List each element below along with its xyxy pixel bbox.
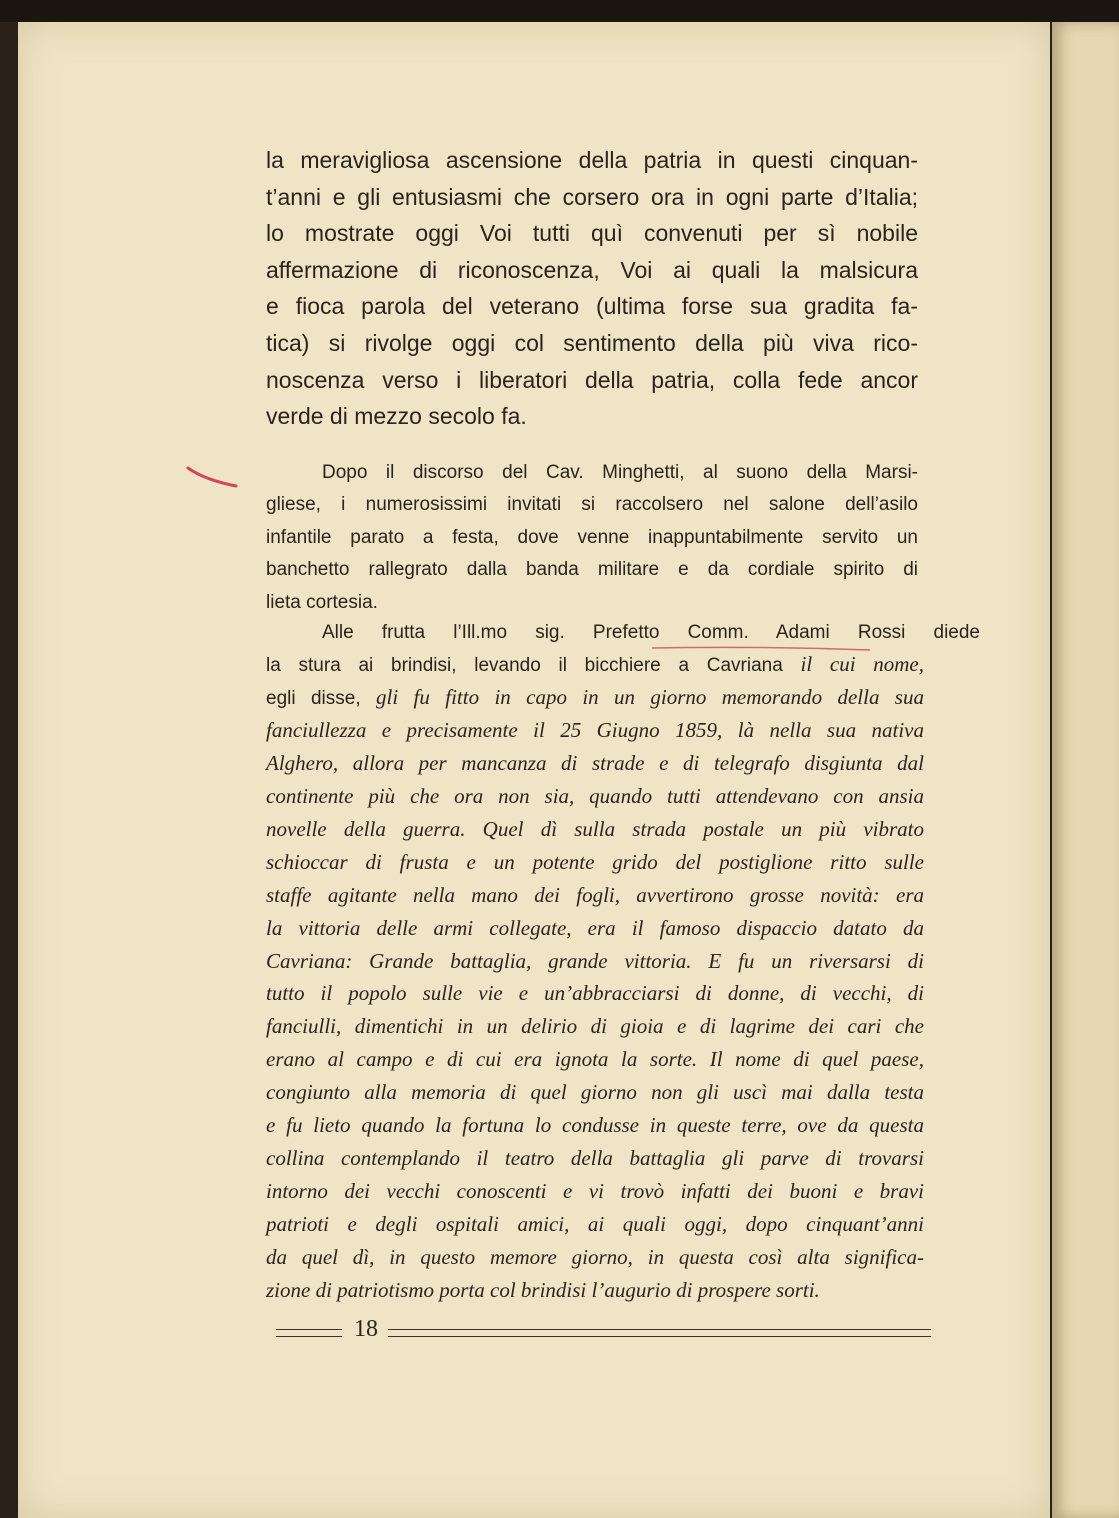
text-line bbox=[266, 814, 924, 847]
italic-text: zione di patriotismo porta col brindisi l’augurio di prospere sorti. bbox=[266, 1278, 820, 1303]
text-line bbox=[266, 1209, 924, 1242]
text-line: lo mostrate oggi Voi tutti quì convenuti per sì nobile bbox=[266, 220, 918, 247]
italic-text: Cavriana: Grande battaglia, grande vittoria. E fu un riversarsi di bbox=[266, 948, 924, 973]
text-line: verde di mezzo secolo fa. bbox=[266, 403, 527, 430]
text-line bbox=[266, 913, 924, 946]
text-line: Dopo il discorso del Cav. Minghetti, al suono della Marsi- bbox=[322, 462, 918, 483]
italic-text: e fu lieto quando la fortuna lo condusse in queste terre, ove da questa bbox=[266, 1113, 924, 1138]
text-line: infantile parato a festa, dove venne inappuntabilmente servito un bbox=[266, 526, 918, 548]
text-line: e fioca parola del veterano (ultima forse sua gradita fa- bbox=[266, 293, 918, 320]
italic-text: congiunto alla memoria di quel giorno non gli uscì mai dalla testa bbox=[266, 1080, 924, 1105]
italic-text: staffe agitante nella mano dei fogli, avvertirono grosse novità: era bbox=[266, 882, 924, 907]
italic-text: fanciullezza e precisamente il 25 Giugno 1859, là nella sua nativa bbox=[266, 717, 924, 742]
italic-text: fanciulli, dimentichi in un delirio di gioia e di lagrime dei cari che bbox=[266, 1014, 924, 1039]
text-line bbox=[266, 781, 924, 814]
text-line bbox=[266, 1110, 924, 1143]
italic-text: il cui nome, bbox=[800, 651, 925, 676]
text-line bbox=[266, 880, 924, 913]
italic-text: tutto il popolo sulle vie e un’abbracciarsi di donne, di vecchi, di bbox=[266, 981, 924, 1006]
text-line bbox=[266, 946, 924, 979]
text-line bbox=[266, 1143, 924, 1176]
italic-text: continente più che ora non sia, quando tutti attendevano con ansia bbox=[266, 783, 924, 808]
text-line: banchetto rallegrato dalla banda militare e da cordiale spirito di bbox=[266, 559, 918, 581]
italic-text: novelle della guerra. Quel dì sulla strada postale un più vibrato bbox=[266, 816, 924, 841]
paragraph-banquet bbox=[266, 457, 918, 619]
italic-text: schioccar di frusta e un potente grido del postiglione ritto sulle bbox=[266, 849, 924, 874]
text-line bbox=[266, 748, 924, 781]
italic-text: da quel dì, in questo memore giorno, in questa così alta significa- bbox=[266, 1245, 924, 1270]
text-line: affermazione di riconoscenza, Voi ai quali la malsicura bbox=[266, 256, 918, 283]
italic-text: patrioti e degli ospitali amici, ai quali oggi, dopo cinquant’anni bbox=[266, 1212, 924, 1237]
paragraph-continuation bbox=[266, 142, 918, 435]
text-line bbox=[266, 715, 924, 748]
text-line: t’anni e gli entusiasmi che corsero ora in ogni parte d’Italia; bbox=[266, 183, 918, 210]
text-line bbox=[266, 617, 980, 649]
text-line bbox=[266, 847, 924, 880]
text-line: la meravigliosa ascensione della patria in questi cinquan- bbox=[266, 147, 918, 173]
roman-text: Alle frutta l’Ill.mo sig. Prefetto Comm. Adami Rossi diede bbox=[322, 622, 980, 643]
footer-rule-left bbox=[276, 1329, 342, 1337]
footer-rule-right bbox=[388, 1329, 931, 1337]
italic-text: collina contemplando il teatro della battaglia gli parve di trovarsi bbox=[266, 1146, 924, 1171]
page-footer bbox=[276, 1316, 931, 1346]
roman-text: la stura ai brindisi, levando il bicchiere a Cavriana bbox=[266, 654, 801, 676]
paragraph-toast bbox=[266, 617, 980, 1308]
text-line: lieta cortesia. bbox=[266, 591, 378, 613]
text-line bbox=[266, 1275, 924, 1308]
text-line bbox=[266, 649, 924, 682]
text-line: tica) si rivolge oggi col sentimento della più viva rico- bbox=[266, 329, 918, 356]
text-line bbox=[266, 978, 924, 1011]
text-line bbox=[266, 1077, 924, 1110]
italic-text: erano al campo e di cui era ignota la sorte. Il nome di quel paese, bbox=[266, 1047, 924, 1072]
italic-text: intorno dei vecchi conoscenti e vi trovò infatti dei buoni e bravi bbox=[266, 1179, 924, 1204]
text-line bbox=[266, 1176, 924, 1209]
text-line: gliese, i numerosissimi invitati si raccolsero nel salone dell’asilo bbox=[266, 494, 918, 516]
text-line bbox=[266, 1011, 924, 1044]
text-line bbox=[266, 1044, 924, 1077]
italic-text: gli fu fitto in capo in un giorno memorando della sua bbox=[376, 684, 924, 709]
italic-text: la vittoria delle armi collegate, era il famoso dispaccio datato da bbox=[266, 915, 924, 940]
red-margin-mark bbox=[188, 468, 236, 486]
text-line: noscenza verso i liberatori della patria, colla fede ancor bbox=[266, 366, 918, 393]
italic-text: Alghero, allora per mancanza di strade e di telegrafo disgiunta dal bbox=[266, 750, 924, 775]
page-number: 18 bbox=[354, 1316, 378, 1342]
roman-text: egli disse, bbox=[266, 687, 376, 709]
text-line bbox=[266, 682, 924, 715]
text-line bbox=[266, 1242, 924, 1275]
